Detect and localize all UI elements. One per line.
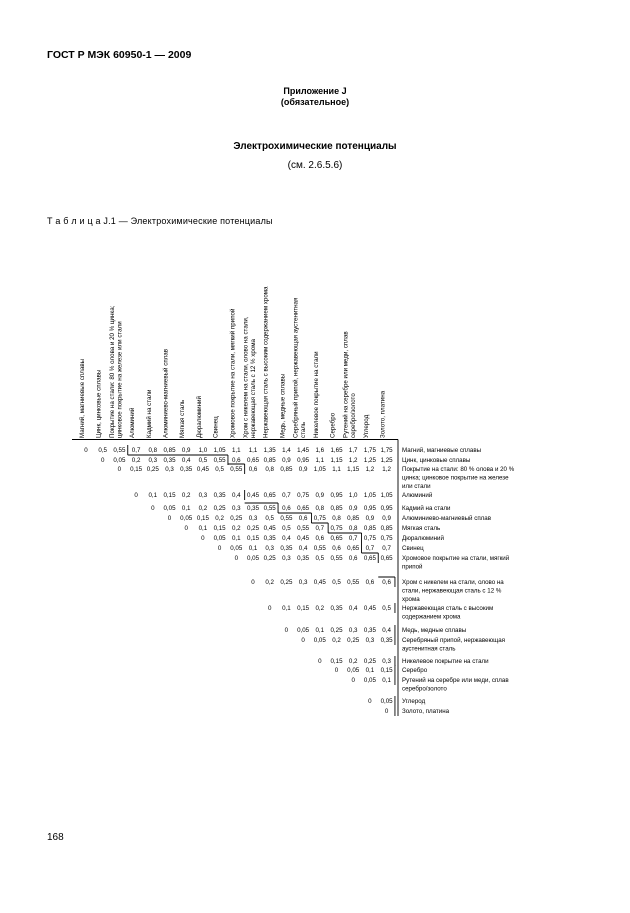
row-label: содержанием хрома [402,613,461,621]
table-cell: 0 [368,698,372,705]
column-header: Серебряный припой, нержавеющая аустенитная [292,297,300,438]
column-header: Медь, медные сплавы [279,373,287,438]
table-cell: 0,65 [380,555,393,562]
column-header: Нержавеющая сталь с высоким содержанием хрома [262,286,270,438]
table-cell: 0,05 [180,515,193,522]
table-cell: 0 [251,579,255,586]
table-cell: 0 [100,457,105,464]
table-cell: 1,05 [213,447,226,454]
table-cell: 0,75 [363,535,376,542]
table-cell: 0,6 [231,457,241,464]
table-cell: 0 [301,637,305,644]
table-cell: 0,4 [282,535,291,542]
table-cell: 0,35 [180,466,193,473]
table-cell: 0,45 [313,579,326,586]
table-cell: 0,85 [163,447,176,454]
table-cell: 1,25 [363,457,376,464]
table-cell: 0 [234,555,239,562]
table-cell: 0,8 [332,515,341,522]
table-cell: 0,9 [282,457,291,464]
table-cell: 0,15 [196,515,209,522]
row-label: серебро/золото [402,685,447,693]
table-cell: 0,5 [215,466,224,473]
table-cell: 0,1 [382,677,391,684]
table-cell: 0,2 [181,492,191,499]
table-cell: 0,2 [332,637,341,644]
table-cell: 1,05 [363,492,376,499]
document-code-header: ГОСТ Р МЭК 60950-1 — 2009 [47,49,192,61]
table-cell: 0,05 [380,698,393,705]
row-label: стали, нержавеющая сталь с 12 % [402,587,502,595]
table-cell: 1,75 [363,447,376,454]
column-header: Магний, магниевые сплавы [79,358,86,438]
row-label: Цинк, цинковые сплавы [402,457,471,464]
table-cell: 0,1 [365,667,375,674]
table-cell: 0 [267,605,272,612]
table-cell: 1,25 [380,457,393,464]
table-cell: 0,3 [231,505,241,512]
table-cell: 1,65 [330,447,343,454]
table-cell: 0,5 [382,605,391,612]
table-cell: 0,2 [265,579,275,586]
table-cell: 0,05 [363,677,376,684]
table-cell: 1,2 [348,457,358,464]
table-cell: 0,75 [380,535,393,542]
table-cell: 0,8 [315,505,325,512]
table-cell: 0,2 [315,605,325,612]
table-cell: 0,6 [282,505,291,512]
table-cell: 0,6 [248,466,258,473]
table-cell: 0,45 [246,492,260,499]
column-header: Алюминиево-магниевый сплав [162,348,170,438]
table-cell: 1,2 [365,466,375,473]
table-cell: 0,7 [348,535,358,542]
appendix-status: (обязательное) [280,97,350,107]
table-cell: 0,35 [380,637,393,644]
column-header: Кадмий на стали [145,389,153,438]
table-cell: 0,65 [363,555,376,562]
section-title: Электрохимические потенциалы [233,141,397,152]
table-cell: 1,1 [231,447,241,454]
table-cell: 0,55 [330,555,343,562]
table-cell: 0,8 [148,447,158,454]
table-cell: 1,7 [348,447,358,454]
table-cell: 0,15 [130,466,143,473]
table-cell: 0,5 [282,525,291,532]
table-cell: 0,7 [365,545,375,552]
table-cell: 0,85 [263,457,276,464]
table-cell: 0,1 [198,525,208,532]
row-label: Кадмий на стали [402,505,451,512]
table-cell: 0,55 [297,525,310,532]
table-cell: 1,4 [282,447,291,454]
table-cell: 0,15 [380,667,393,674]
table-cell: 0,35 [297,555,310,562]
table-cell: 0,75 [313,515,326,522]
row-label: хрома [402,596,420,603]
table-cell: 1,45 [297,447,310,454]
table-cell: 0,25 [330,627,343,634]
row-label: Серебряный припой, нержавеющая [402,637,506,644]
table-cell: 0,3 [265,545,275,552]
table-cell: 0,05 [347,667,360,674]
table-cell: 0,85 [363,525,376,532]
table-cell: 1,1 [315,457,325,464]
table-cell: 0,95 [297,457,310,464]
row-label: Хромовое покрытие на стали, мягкий [402,555,510,562]
table-cell: 0,05 [163,505,176,512]
table-cell: 1,35 [263,447,276,454]
table-cell: 0,6 [382,579,391,586]
table-cell: 0,45 [297,535,310,542]
table-cell: 0,75 [297,492,310,499]
table-cell: 0,1 [282,605,291,612]
column-header: Хромовое покрытие на стали, мягкий припой [229,308,237,438]
table-cell: 0,25 [363,658,376,665]
table-cell: 0,9 [365,515,375,522]
row-label: припой [402,563,423,571]
row-label: Рутений на серебре или меди, сплав [402,677,509,684]
table-cell: 0,6 [315,535,325,542]
table-cell: 0 [351,677,355,684]
table-cell: 0,45 [196,466,209,473]
table-cell: 0,85 [347,515,360,522]
table-cell: 0,35 [213,492,226,499]
table-cell: 0,1 [181,505,191,512]
table-cell: 0,9 [181,447,191,454]
table-cell: 0,4 [382,627,391,634]
table-cell: 0,35 [263,535,276,542]
table-cell: 0,25 [246,525,260,532]
table-cell: 1,15 [330,457,343,464]
table-cell: 0 [184,525,188,532]
row-label: Свинец [402,545,424,552]
table-cell: 0,85 [280,466,293,473]
table-cell: 0,25 [263,555,276,562]
row-label: Алюминий [402,492,433,499]
table-cell: 0,7 [382,545,391,552]
table-cell: 0,35 [330,605,343,612]
table-cell: 0,35 [280,545,293,552]
row-label: Дюралюминий [402,535,444,542]
row-label: Нержавеющая сталь с высоким [402,605,494,612]
table-cell: 1,0 [198,447,208,454]
table-cell: 0,3 [348,627,358,634]
table-cell: 0 [134,492,138,499]
table-cell: 0,3 [382,658,391,665]
table-cell: 0,45 [363,605,376,612]
table-cell: 0,5 [315,555,325,562]
column-header: Дюралюминий [195,396,203,438]
table-cell: 0,3 [298,579,308,586]
table-cell: 0,65 [263,492,276,499]
table-cell: 0,65 [347,545,360,552]
table-cell: 0,1 [315,627,325,634]
table-cell: 0,2 [198,505,208,512]
table-cell: 0,5 [332,579,341,586]
table-cell: 0 [334,667,339,674]
table-cell: 0,9 [382,515,391,522]
table-cell: 0,6 [298,515,308,522]
table-cell: 0,05 [230,545,243,552]
table-cell: 0,55 [347,579,360,586]
table-cell: 0,65 [246,457,260,464]
table-cell: 0,4 [231,492,241,499]
column-header: Серебро [329,412,337,438]
column-header: Алюминий [129,407,137,438]
table-cell: 0,65 [297,505,310,512]
row-label: Никелевое покрытие на стали [402,658,489,665]
column-header: цинковое покрытие на железе или стали [116,321,124,438]
table-cell: 0,55 [113,447,126,454]
table-cell: 1,75 [380,447,393,454]
table-cell: 0,05 [246,555,260,562]
row-label: Хром с никелем на стали, олово на [402,579,504,586]
table-cell: 0,3 [365,637,375,644]
table-cell: 0,3 [282,555,291,562]
table-cell: 0,35 [363,627,376,634]
table-cell: 1,6 [315,447,325,454]
table-cell: 0,7 [315,525,325,532]
table-cell: 0,05 [113,457,126,464]
table-cell: 0,1 [148,492,158,499]
table-cell: 0,65 [330,535,343,542]
column-header: Золото, платина [379,390,387,438]
table-cell: 0,15 [246,535,260,542]
column-header: Рутений на серебре или меди, сплав [342,331,350,438]
table-cell: 0,85 [380,525,393,532]
table-cell: 0,4 [348,605,358,612]
table-cell: 0,25 [213,505,226,512]
table-cell: 0 [384,708,389,715]
table-cell: 0,55 [313,545,326,552]
table-cell: 0,75 [330,525,343,532]
row-label: Мягкая сталь [402,525,441,532]
table-cell: 0,3 [248,515,258,522]
table-cell: 0 [201,535,205,542]
table-cell: 0,3 [198,492,208,499]
row-label: Алюминиево-магниевый сплав [402,515,492,522]
table-cell: 0 [151,505,155,512]
table-cell: 0,15 [330,658,343,665]
table-cell: 1,1 [248,447,258,454]
table-cell: 0,3 [165,466,174,473]
table-cell: 0,2 [348,658,358,665]
table-cell: 0,3 [148,457,158,464]
column-header: Покрытие на стали: 80 % олова и 20 % цинка; [108,305,116,438]
table-cell: 0 [284,627,289,634]
table-cell: 0,5 [98,447,108,454]
table-cell: 0,25 [146,466,159,473]
table-cell: 0,4 [181,457,191,464]
table-cell: 0,4 [298,545,308,552]
table-cell: 1,15 [347,466,360,473]
row-label: Магний, магниевые сплавы [402,447,482,454]
table-cell: 0,2 [131,457,141,464]
table-cell: 0 [318,658,322,665]
row-label: Золото, платина [402,708,450,715]
table-cell: 1,0 [348,492,358,499]
table-cell: 0,8 [348,525,358,532]
table-cell: 0,55 [213,457,226,464]
row-label: или стали [402,483,431,490]
column-header: Цинк, цинковые сплавы [95,369,103,438]
table-cell: 0,6 [348,555,358,562]
column-header: Хром с никелем на стали, олово на стали, [242,316,250,438]
table-cell: 0,05 [297,627,310,634]
row-label: Покрытие на стали: 80 % олова и 20 % [402,466,515,473]
table-cell: 0,5 [265,515,275,522]
table-cell: 1,05 [380,492,393,499]
table-cell: 0,6 [332,545,341,552]
table-cell: 0,85 [330,505,343,512]
table-cell: 0 [84,447,88,454]
page-number: 168 [47,832,64,843]
row-label: цинка; цинковое покрытие на железе [402,474,509,482]
table-cell: 0,95 [363,505,376,512]
table-cell: 0,15 [297,605,310,612]
table-cell: 0,5 [198,457,208,464]
table-caption: Т а б л и ц а J.1 — Электрохимические потенциалы [47,216,273,226]
column-header: серебро/золото [350,393,358,438]
column-header: Мягкая сталь [179,399,187,438]
row-label: Углерод [402,698,426,705]
table-cell: 0 [217,545,222,552]
table-cell: 0,25 [280,579,293,586]
table-cell: 0,6 [365,579,375,586]
section-reference: (см. 2.6.5.6) [287,160,343,171]
table-cell: 0,8 [265,466,275,473]
table-cell: 0,2 [215,515,224,522]
table-cell: 0,1 [248,545,258,552]
table-cell: 0,2 [231,525,241,532]
table-cell: 0,25 [347,637,360,644]
table-cell: 1,1 [332,466,341,473]
table-cell: 0,55 [280,515,293,522]
table-cell: 0,7 [282,492,291,499]
table-cell: 0,55 [263,505,276,512]
table-cell: 0,05 [213,535,226,542]
table-cell: 1,2 [382,466,391,473]
table-cell: 0,05 [313,637,326,644]
table-cell: 0,35 [246,505,260,512]
table-cell: 0 [167,515,172,522]
table-cell: 0,95 [330,492,343,499]
table-cell: 0,1 [231,535,241,542]
table-cell: 0,9 [298,466,308,473]
column-header: Углерод [362,414,370,438]
appendix-title: Приложение J [283,86,347,96]
table-cell: 0,45 [263,525,276,532]
table-cell: 0,15 [163,492,176,499]
table-cell: 0,55 [230,466,243,473]
table-cell: 1,05 [313,466,326,473]
column-header: Никелевое покрытие на стали [312,351,320,438]
table-cell: 0,15 [213,525,226,532]
table-cell: 0,35 [163,457,176,464]
table-cell: 0,7 [131,447,141,454]
column-header: Свинец [212,416,220,438]
table-cell: 0,9 [315,492,325,499]
column-header: нержавеющая сталь с 12 % хрома [250,339,257,438]
table-cell: 0,9 [348,505,358,512]
column-header: сталь [300,421,308,438]
table-cell: 0,25 [230,515,243,522]
table-cell: 0,95 [380,505,393,512]
row-label: Серебро [402,667,428,674]
row-label: аустенитная сталь [402,645,456,653]
row-label: Медь, медные сплавы [402,627,467,634]
table-cell: 0 [117,466,122,473]
